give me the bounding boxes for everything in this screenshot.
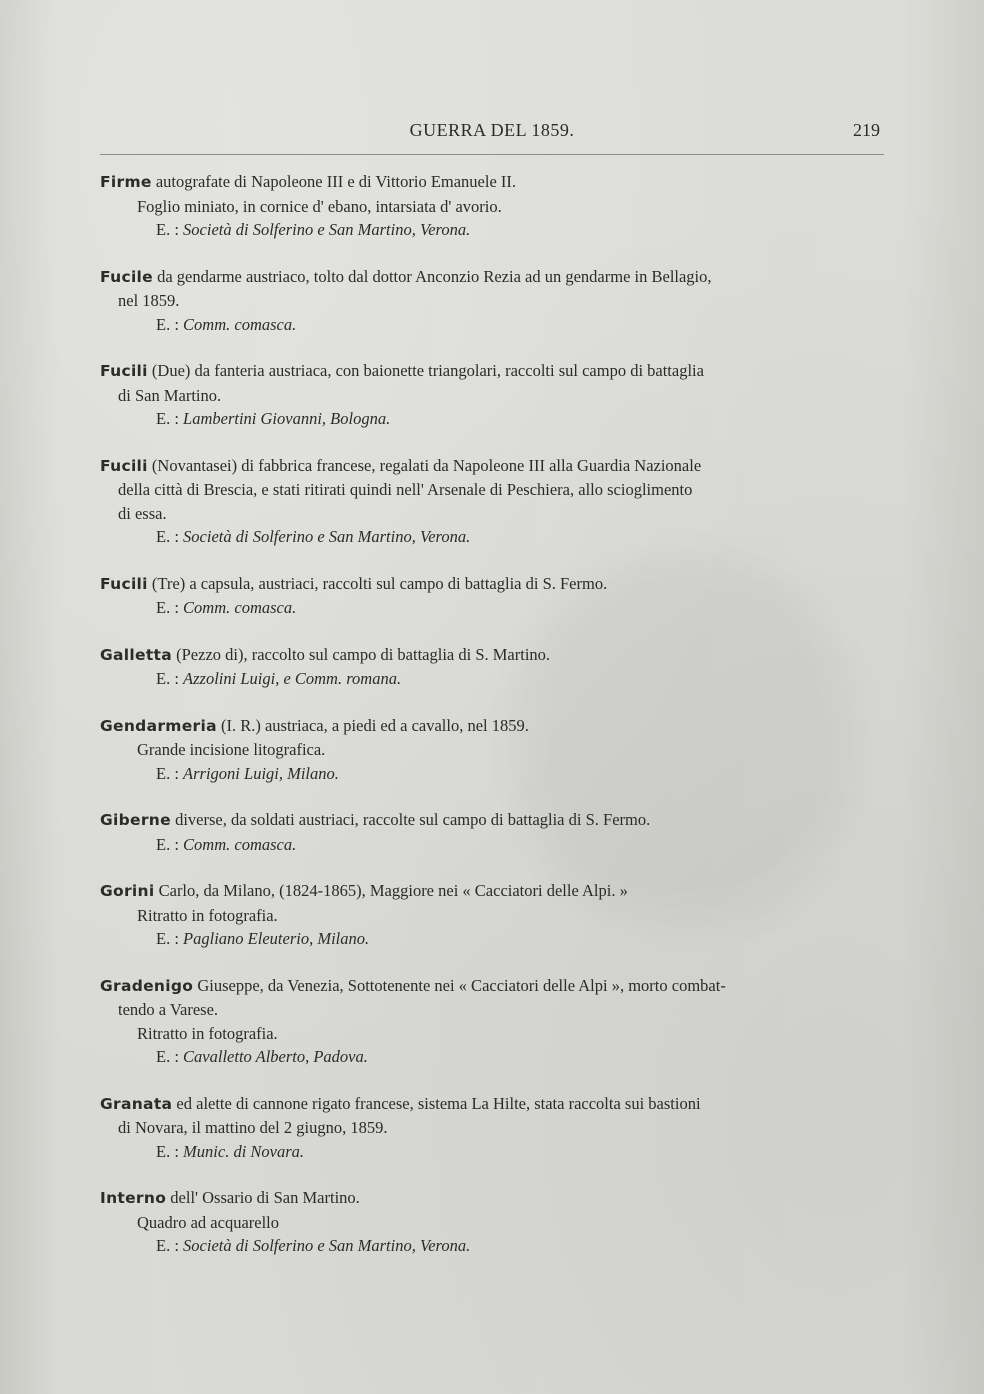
entry-heading: Giberne	[100, 811, 171, 829]
source-exhibitor: Arrigoni Luigi, Milano.	[183, 763, 339, 783]
entry-source	[100, 1234, 886, 1258]
entry-note: Quadro ad acquarello	[137, 1212, 280, 1232]
entry-continuation-line	[100, 289, 886, 313]
source-exhibitor: Azzolini Luigi, e Comm. romana.	[183, 669, 402, 688]
entry-text: nel 1859.	[118, 291, 180, 310]
entry-text: di Novara, il mattino del 2 giugno, 1859.	[118, 1118, 388, 1137]
entry-text: da gendarme austriaco, tolto dal dottor Anconzio Rezia ad un gendarme in Bellagio,	[157, 266, 712, 286]
entry-heading: Gendarmeria	[100, 716, 217, 735]
entry-heading: Galletta	[100, 645, 172, 664]
entry-note: Foglio miniato, in cornice d' ebano, intarsiata d' avorio.	[137, 196, 502, 216]
source-exhibitor: Società di Solferino e San Martino, Verona.	[183, 527, 471, 546]
entry-continuation-line	[100, 478, 886, 502]
catalog-entry	[100, 265, 886, 337]
running-header	[100, 120, 884, 152]
entry-source	[100, 525, 886, 549]
entry-source	[100, 833, 886, 857]
header-rule	[100, 154, 884, 155]
source-prefix: E. :	[156, 763, 179, 783]
entry-continuation-line	[100, 998, 886, 1022]
entry-text: (Due) da fanteria austriaca, con baionette triangolari, raccolti sul campo di battaglia	[151, 361, 704, 380]
entry-text: di San Martino.	[118, 385, 222, 405]
entry-heading: Granata	[100, 1094, 173, 1113]
entry-text: (Novantasei) di fabbrica francese, regalati da Napoleone III alla Guardia Nazionale	[151, 455, 702, 475]
source-prefix: E. :	[156, 314, 179, 334]
catalog-entry	[100, 1186, 886, 1258]
source-exhibitor: Pagliano Eleuterio, Milano.	[183, 929, 370, 948]
entry-continuation-line	[100, 502, 886, 526]
source-prefix: E. :	[156, 929, 179, 948]
catalog-entry	[100, 879, 886, 951]
entry-text: Giuseppe, da Venezia, Sottotenente nei « Cacciatori delle Alpi », morto combat-	[197, 975, 726, 995]
source-prefix: E. :	[156, 527, 179, 546]
entry-text: diverse, da soldati austriaci, raccolte sul campo di battaglia di S. Fermo.	[175, 810, 651, 829]
source-exhibitor: Società di Solferino e San Martino, Verona.	[183, 1236, 471, 1255]
entry-continuation-line	[100, 384, 886, 408]
catalog-entry	[100, 170, 886, 242]
entry-text: dell' Ossario di San Martino.	[170, 1188, 360, 1207]
source-exhibitor: Cavalletto Alberto, Padova.	[183, 1047, 368, 1066]
entry-source	[100, 1140, 886, 1164]
catalog-entry	[100, 714, 886, 786]
source-prefix: E. :	[156, 598, 179, 617]
entry-first-line	[100, 808, 886, 833]
source-prefix: E. :	[156, 1236, 179, 1255]
entry-source	[100, 313, 886, 337]
catalog-entry	[100, 572, 886, 620]
entry-text: (Tre) a capsula, austriaci, raccolti sul campo di battaglia di S. Fermo.	[151, 573, 608, 593]
source-exhibitor: Comm. comasca.	[183, 598, 297, 617]
entry-text: tendo a Varese.	[118, 1000, 219, 1019]
source-exhibitor: Comm. comasca.	[183, 834, 297, 854]
entry-text: ed alette di cannone rigato francese, sistema La Hilte, stata raccolta sui bastioni	[176, 1093, 701, 1113]
entry-text: della città di Brescia, e stati ritirati quindi nell' Arsenale di Peschiera, allo scioglimento	[118, 480, 693, 499]
entry-first-line	[100, 359, 886, 384]
entry-heading: Fucile	[100, 267, 153, 286]
source-exhibitor: Comm. comasca.	[183, 314, 297, 334]
entry-source	[100, 927, 886, 951]
catalog-entry	[100, 1092, 886, 1164]
source-prefix: E. :	[156, 409, 179, 428]
entry-source	[100, 762, 886, 786]
entry-source	[100, 667, 886, 691]
entry-text: Carlo, da Milano, (1824-1865), Maggiore nei « Cacciatori delle Alpi. »	[158, 881, 628, 900]
running-title: GUERRA DEL 1859.	[409, 120, 575, 140]
entry-source	[100, 218, 886, 242]
entry-note: Ritratto in fotografia.	[137, 1023, 278, 1043]
entry-note: Ritratto in fotografia.	[137, 905, 278, 925]
entry-first-line	[100, 265, 886, 290]
entry-first-line	[100, 974, 886, 999]
entry-heading: Gorini	[100, 882, 155, 900]
entry-first-line	[100, 454, 886, 479]
entry-first-line	[100, 170, 886, 195]
source-prefix: E. :	[156, 669, 179, 688]
entry-first-line	[100, 714, 886, 739]
entry-text: di essa.	[118, 503, 167, 523]
entry-heading: Interno	[100, 1189, 167, 1207]
entry-note: Grande incisione litografica.	[137, 740, 326, 759]
entry-first-line	[100, 572, 886, 597]
catalog-entries	[100, 170, 886, 1281]
entry-source	[100, 596, 886, 620]
source-exhibitor: Munic. di Novara.	[183, 1141, 305, 1161]
page-number: 219	[853, 120, 880, 140]
entry-heading: Fucili	[100, 574, 148, 593]
source-exhibitor: Società di Solferino e San Martino, Verona.	[183, 220, 471, 239]
catalog-entry	[100, 808, 886, 856]
catalog-entry	[100, 643, 886, 691]
entry-source	[100, 1045, 886, 1069]
entry-text: (I. R.) austriaca, a piedi ed a cavallo, nel 1859.	[220, 715, 529, 735]
source-prefix: E. :	[156, 1141, 179, 1161]
entry-source	[100, 407, 886, 431]
source-exhibitor: Lambertini Giovanni, Bologna.	[183, 409, 391, 428]
entry-text: (Pezzo di), raccolto sul campo di battaglia di S. Martino.	[176, 644, 551, 664]
source-prefix: E. :	[156, 220, 179, 239]
entry-first-line	[100, 643, 886, 668]
entry-continuation-line	[100, 1116, 886, 1140]
catalog-entry	[100, 359, 886, 431]
entry-heading: Gradenigo	[100, 976, 194, 995]
source-prefix: E. :	[156, 834, 179, 854]
entry-first-line	[100, 879, 886, 904]
entry-first-line	[100, 1186, 886, 1211]
source-prefix: E. :	[156, 1047, 179, 1066]
entry-heading: Fucili	[100, 362, 148, 380]
entry-text: autografate di Napoleone III e di Vittorio Emanuele II.	[155, 172, 517, 191]
entry-first-line	[100, 1092, 886, 1117]
entry-heading: Fucili	[100, 456, 148, 475]
entry-heading: Firme	[100, 173, 152, 191]
catalog-entry	[100, 974, 886, 1069]
catalog-entry	[100, 454, 886, 549]
